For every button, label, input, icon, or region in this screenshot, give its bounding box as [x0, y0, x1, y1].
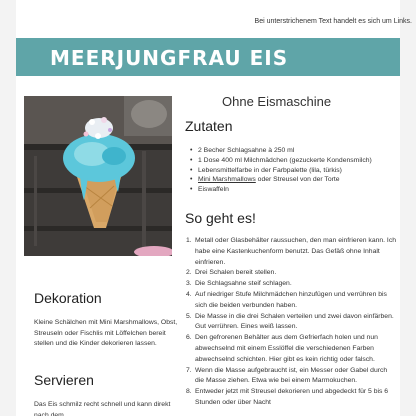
marshmallows-link[interactable]: Mini Marshmallows: [198, 176, 256, 184]
decoration-heading: Dekoration: [34, 290, 102, 306]
decoration-text: Kleine Schälchen mit Mini Marshmallows, Obst, Streuseln oder Fischlis mit Löffelchen bereit stellen und die Kinder dekorieren lassen.: [34, 319, 178, 347]
instructions-heading: So geht es!: [185, 210, 256, 226]
instructions-list: [186, 236, 396, 409]
ingredient-item: • Mini Marshmallows oder Streusel von der Torte: [186, 175, 396, 185]
ingredient-item: • 2 Becher Schlagsahne à 250 ml: [186, 146, 396, 156]
step-item: 4. Auf niedriger Stufe Milchmädchen hinzufügen und verrühren bis sich die beiden verbunden haben.: [186, 290, 387, 309]
step-item: 1. Metall oder Glasbehälter raussuchen, den man einfrieren kann. Ich habe eine Kastenkuchenform benutzt. Das Gefäß ohne Inhalt einfrieren.: [186, 237, 396, 266]
step-item: 8. Entweder jetzt mit Streusel dekorieren und abgedeckt für 5 bis 6 Stunden oder über Nacht: [186, 388, 389, 406]
step-item: 6. Den gefrorenen Behälter aus dem Gefrierfach holen und nun abwechselnd mit einem Esslöffel die verschiedenen Farben abwechselnd schichten. Hier gibt es kein richtig oder falsch.: [186, 334, 378, 363]
step-item: 7. Wenn die Masse aufgebraucht ist, ein Messer oder Gabel durch die Masse ziehen. Etwa wie bei einem Marmokuchen.: [186, 366, 388, 385]
ingredient-item: • Lebensmittelfarbe in der Farbpalette (lila, türkis): [186, 166, 396, 176]
step-item: 3. Die Schlagsahne steif schlagen.: [186, 280, 292, 288]
ingredient-item: • 1 Dose 400 ml Milchmädchen (gezuckerte Kondensmilch): [186, 156, 396, 166]
recipe-subtitle: Ohne Eismaschine: [222, 94, 332, 109]
ingredient-item: • Eiswaffeln: [186, 185, 396, 195]
serve-section: [34, 372, 184, 416]
serve-heading: Servieren: [34, 372, 94, 388]
page-title: MEERJUNGFRAU EIS: [50, 46, 289, 70]
link-disclaimer: Bei unterstrichenem Text handelt es sich um Links.: [254, 18, 412, 25]
ingredients-list: [186, 146, 396, 195]
serve-text: Das Eis schmilz recht schnell und kann direkt nach dem: [34, 401, 171, 416]
ice-cream-photo: [24, 96, 172, 256]
ingredients-heading: Zutaten: [185, 118, 233, 134]
step-item: 2. Drei Schalen bereit stellen.: [186, 269, 277, 277]
decoration-section: [34, 290, 184, 350]
step-item: 5. Die Masse in die drei Schalen verteilen und zwei davon einfärben. Gut verrühren. Eines weiß lassen.: [186, 312, 394, 331]
title-banner: [16, 38, 400, 76]
